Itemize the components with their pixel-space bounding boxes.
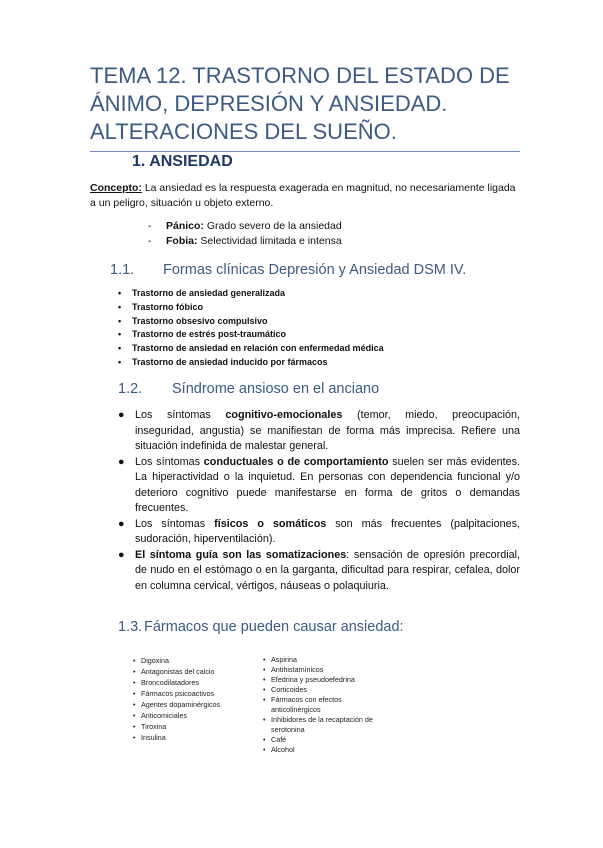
list-item: ● Los síntomas cognitivo-emocionales (temor, miedo, preocupación, inseguridad, angustia) se manifiestan de forma más imprecisa. Refiere una situación indefinida de malestar general. — [118, 409, 520, 452]
list-item: • Trastorno de ansiedad en relación con enfermedad médica — [118, 343, 384, 354]
list-item: • Anticomiciales — [133, 711, 187, 720]
drugs-right-column — [263, 655, 393, 755]
list-item: • Aspirina — [263, 655, 297, 664]
list-item: ● Los síntomas conductuales o de comportamiento suelen ser más evidentes. La hiperactividad o la inquietud. En personas con dependencia funcional y/o deterioro cognitivo puede manifestarse en forma de gritos o demandas frecuentes. — [118, 455, 520, 514]
list-item: • Café — [263, 735, 287, 744]
elderly-symptoms-list — [118, 408, 520, 594]
list-item: • Trastorno de ansiedad inducido por fármacos — [118, 356, 328, 367]
list-item: • Antihistamínicos — [263, 665, 324, 674]
list-item: • Tiroxina — [133, 722, 167, 731]
section-1-2-heading: 1.2. Síndrome ansioso en el anciano — [118, 381, 380, 397]
title-divider — [90, 151, 520, 152]
list-item: ● El síntoma guía son las somatizaciones: sensación de opresión precordial, de nudo en el estómago o en la garganta, dificultad para respirar, cefalea, dolor en columna cervical, vértigos, náuseas o polaquiuria. — [118, 548, 521, 592]
list-item: • Fármacos con efectos anticolinérgicos — [263, 695, 342, 714]
list-item: • Inhibidores de la recaptación de serotonina — [263, 715, 373, 734]
list-item: • Antagonistas del calcio — [133, 667, 215, 676]
list-item: • Trastorno de estrés post-traumático — [118, 329, 287, 340]
section-1-1-heading: 1.1. Formas clínicas Depresión y Ansiedad DSM IV. — [110, 262, 467, 278]
list-item: • Trastorno fóbico — [118, 301, 204, 312]
drugs-left-column — [133, 655, 253, 743]
concept-dash-list — [148, 219, 342, 249]
concept-text: La ansiedad es la respuesta exagerada en magnitud, no necesariamente ligada a un peligro, situación u objeto externo. — [90, 182, 516, 209]
list-item: • Insulina — [133, 733, 166, 742]
dsm-forms-list — [118, 287, 384, 370]
list-item: ● Los síntomas físicos o somáticos son más frecuentes (palpitaciones, sudoración, hiperventilación). — [118, 517, 520, 545]
page-title: TEMA 12. TRASTORNO DEL ESTADO DE ÁNIMO, DEPRESIÓN Y ANSIEDAD. ALTERACIONES DEL SUEÑO. — [90, 63, 510, 144]
dash-item: - Fobia: Selectividad limitada e intensa — [148, 235, 342, 247]
list-item: • Digoxina — [133, 656, 169, 665]
list-item: • Alcohol — [263, 745, 295, 754]
list-item: • Agentes dopaminérgicos — [133, 700, 221, 709]
list-item: • Corticoides — [263, 685, 307, 694]
list-item: • Efedrina y pseudoefedrina — [263, 675, 355, 684]
list-item: • Fármacos psicoactivos — [133, 689, 215, 698]
concept-label: Concepto: — [90, 182, 142, 194]
concept-paragraph — [90, 181, 520, 211]
section-1-3-heading: 1.3. Fármacos que pueden causar ansiedad: — [118, 619, 404, 635]
dash-item: - Pánico: Grado severo de la ansiedad — [148, 220, 342, 232]
section-1-heading: 1. ANSIEDAD — [132, 153, 233, 170]
list-item: • Broncodilatadores — [133, 678, 199, 687]
list-item: • Trastorno de ansiedad generalizada — [118, 288, 286, 298]
list-item: • Trastorno obsesivo compulsivo — [118, 315, 268, 326]
